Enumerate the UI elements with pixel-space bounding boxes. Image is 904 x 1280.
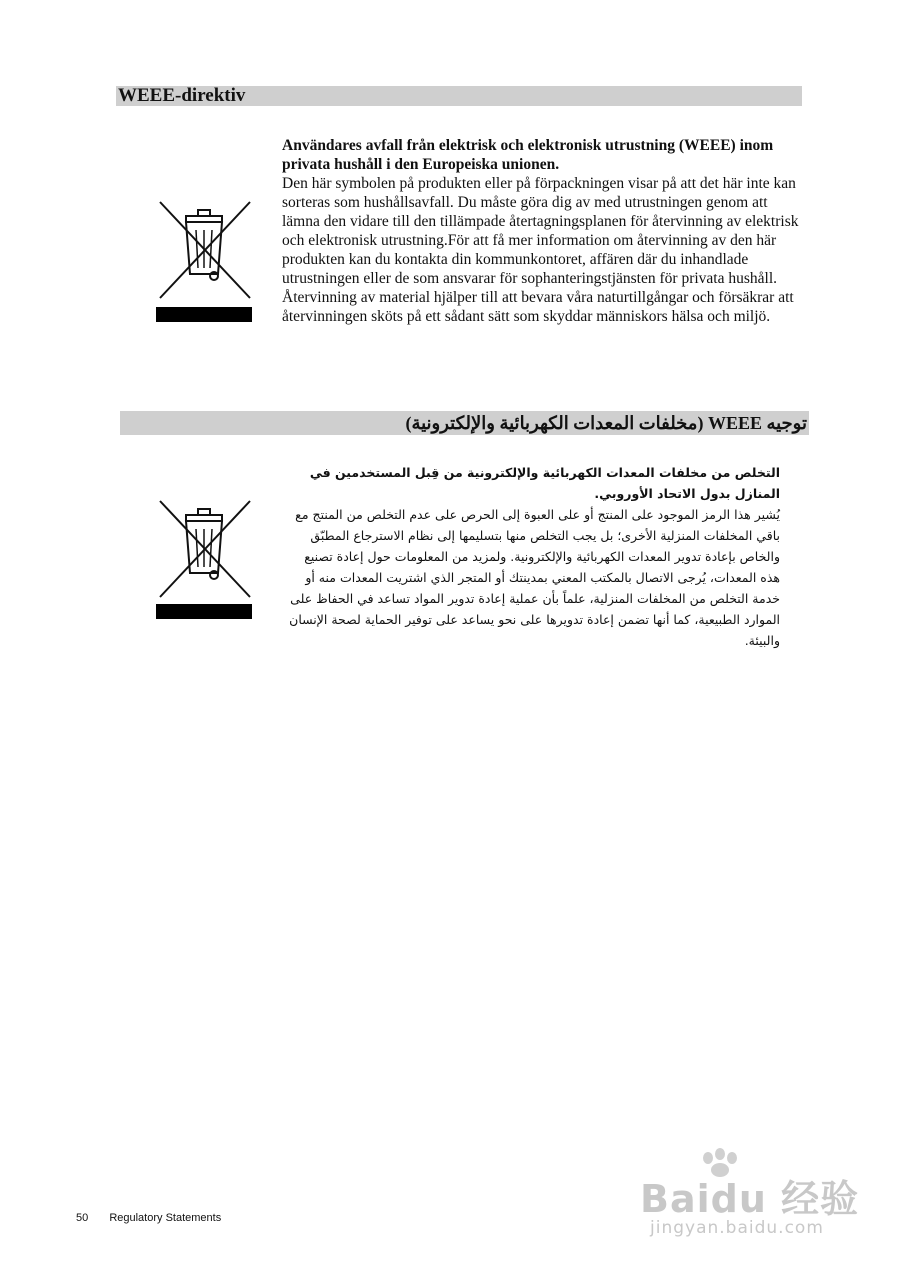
section-title-swedish: WEEE-direktiv (116, 86, 802, 106)
weee-body-arabic: يُشير هذا الرمز الموجود على المنتج أو على العبوة إلى الحرص على عدم التخلص من المنتج مع باقي المخلفات المنزلية الأخرى؛ بل يجب التخلص منها بتسليمها إلى نظام الاسترجاع المطبّق والخاص بإعادة تدوير المعدات الكهربائية والإلكترونية. ولمزيد من المعلومات حول إعادة تصنيع هذه المعدات، يُرجى الاتصال بالمكتب المعني بمدينتك أو المتجر الذي اشتريت المعدات منه أو خدمة التخلص من المخلفات المنزلية، علماً بأن عملية إعادة تدوير المواد تساعد في الحفاظ على الموارد الطبيعية، كما أنها تضمن إعادة تدويرها على نحو يساعد على توفير الحماية لصحة الإنسان والبيئة. (289, 507, 780, 648)
page-number: 50 (76, 1212, 89, 1224)
page-footer (76, 1212, 221, 1224)
chapter-name: Regulatory Statements (109, 1212, 222, 1224)
section-title-arabic: توجيه WEEE (مخلفات المعدات الكهربائية والإلكترونية) (120, 411, 809, 435)
weee-bar (156, 604, 252, 619)
weee-crossed-bin-icon (156, 198, 254, 322)
weee-heading-swedish: Användares avfall från elektrisk och elektronisk utrustning (WEEE) inom privata hushåll i den Europeiska unionen. (282, 137, 774, 173)
weee-bar (156, 307, 252, 322)
weee-body-swedish: Den här symbolen på produkten eller på förpackningen visar på att det här inte kan sorteras som hushållsavfall. Du måste göra dig av med utrustningen genom att lämna den vidare till den tillämpade återtagningsplanen för återvinning av elektrisk och elektronisk utrustning.För att få mer information om återvinning av den här produkten kan du kontakta din kommunkontoret, affären där du inhandlade utrustningen eller de som ansvarar för sophanteringstjänsten för privata hushåll. Återvinning av material hjälper till att bevara våra naturtillgångar och försäkrar att återvinningen sköts på ett sådant sätt som skyddar människors hälsa och miljö. (282, 175, 799, 325)
weee-text-arabic (282, 462, 780, 651)
watermark-brand: Baidu 经验 (640, 1177, 860, 1221)
weee-crossed-bin-icon (156, 497, 254, 621)
weee-heading-arabic: التخلص من مخلفات المعدات الكهربائية والإلكترونية من قِبل المستخدمين في المنازل بدول الاتحاد الأوروبي. (309, 465, 780, 501)
watermark-url: jingyan.baidu.com (650, 1218, 824, 1238)
baidu-watermark (640, 1148, 860, 1248)
weee-text-swedish (282, 136, 802, 326)
